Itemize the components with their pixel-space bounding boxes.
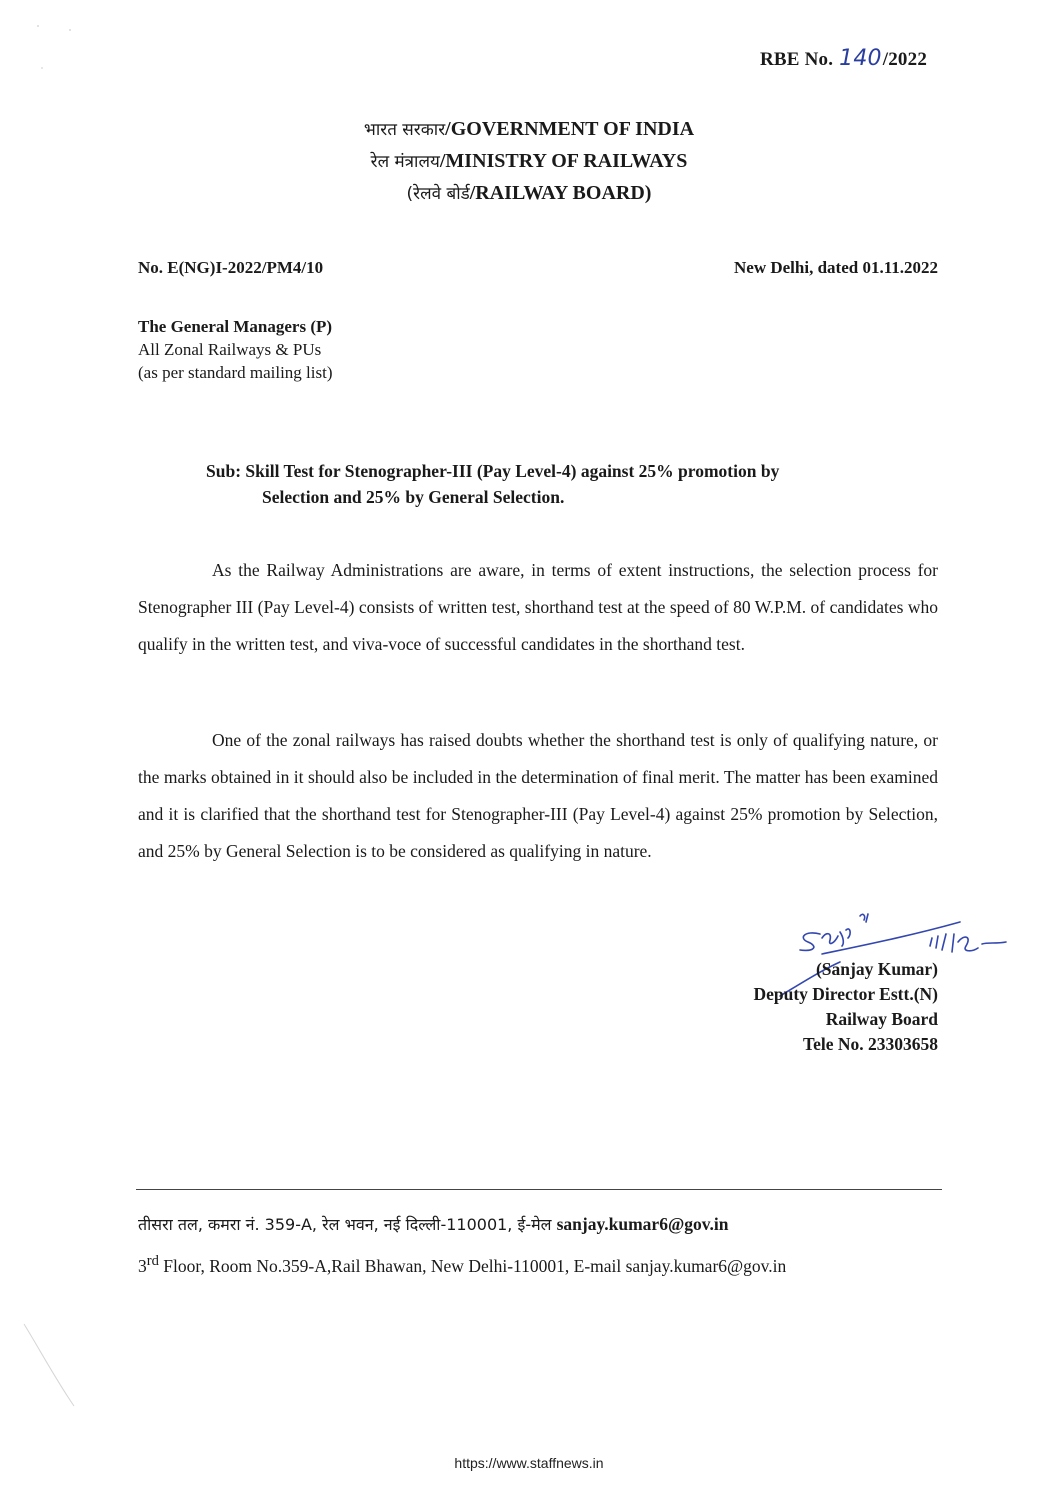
signatory-name: (Sanjay Kumar): [815, 959, 938, 979]
subject-line-2: Selection and 25% by General Selection.: [262, 487, 565, 507]
addressee-block: [138, 315, 333, 384]
signatory-tele: Tele No. 23303658: [803, 1034, 938, 1054]
footer-divider: [136, 1189, 942, 1190]
addressee-line-1: The General Managers (P): [138, 317, 333, 336]
scan-artifact: [20, 1320, 80, 1410]
letterhead-line-1: भारत सरकार/GOVERNMENT OF INDIA: [363, 118, 695, 140]
subject-line: [206, 458, 942, 510]
signature-block: [753, 957, 938, 1057]
footer-english-line: 3rd Floor, Room No.359-A,Rail Bhawan, New Delhi-110001, E-mail sanjay.kumar6@gov.in: [138, 1253, 787, 1276]
rbe-suffix: /2022: [882, 49, 928, 70]
letterhead-line-2: रेल मंत्रालय/MINISTRY OF RAILWAYS: [370, 150, 688, 172]
footer-hindi-line: तीसरा तल, कमरा नं. 359-A, रेल भवन, नई दिल्ली-110001, ई-मेल sanjay.kumar6@gov.in: [138, 1214, 729, 1234]
addressee-line-3: (as per standard mailing list): [138, 363, 333, 382]
rbe-prefix: RBE No.: [760, 49, 834, 70]
letterhead: [0, 114, 1058, 210]
reference-number: No. E(NG)I-2022/PM4/10: [138, 258, 324, 277]
scan-artifact-top: [30, 20, 80, 80]
source-watermark: https://www.staffnews.in: [454, 1455, 604, 1471]
body-paragraph-1: As the Railway Administrations are aware, in terms of extent instructions, the selection process for Stenographer III (Pay Level-4) consists of written test, shorthand test at the speed of 80 W.P.M. of candidates who qualify in the written test, and viva-voce of successful candidates in the shorthand test.: [138, 560, 938, 654]
footer-address: [138, 1206, 786, 1284]
subject-line-1: Sub: Skill Test for Stenographer-III (Pay Level-4) against 25% promotion by: [206, 461, 780, 481]
date-line: New Delhi, dated 01.11.2022: [734, 258, 938, 277]
rbe-number: [760, 46, 927, 71]
letterhead-line-3: (रेलवे बोर्ड/RAILWAY BOARD): [406, 182, 652, 204]
rbe-handwritten-number: 140: [839, 46, 882, 71]
body-paragraph-2: One of the zonal railways has raised doubts whether the shorthand test is only of qualifying nature, or the marks obtained in it should also be included in the determination of final merit. The matter has been examined and it is clarified that the shorthand test for Stenographer-III (Pay Level-4) against 25% promotion by Selection, and 25% by General Selection is to be considered as qualifying in nature.: [138, 730, 938, 861]
signatory-office: Railway Board: [825, 1009, 938, 1029]
addressee-line-2: All Zonal Railways & PUs: [138, 340, 322, 359]
signatory-designation: Deputy Director Estt.(N): [753, 984, 938, 1004]
